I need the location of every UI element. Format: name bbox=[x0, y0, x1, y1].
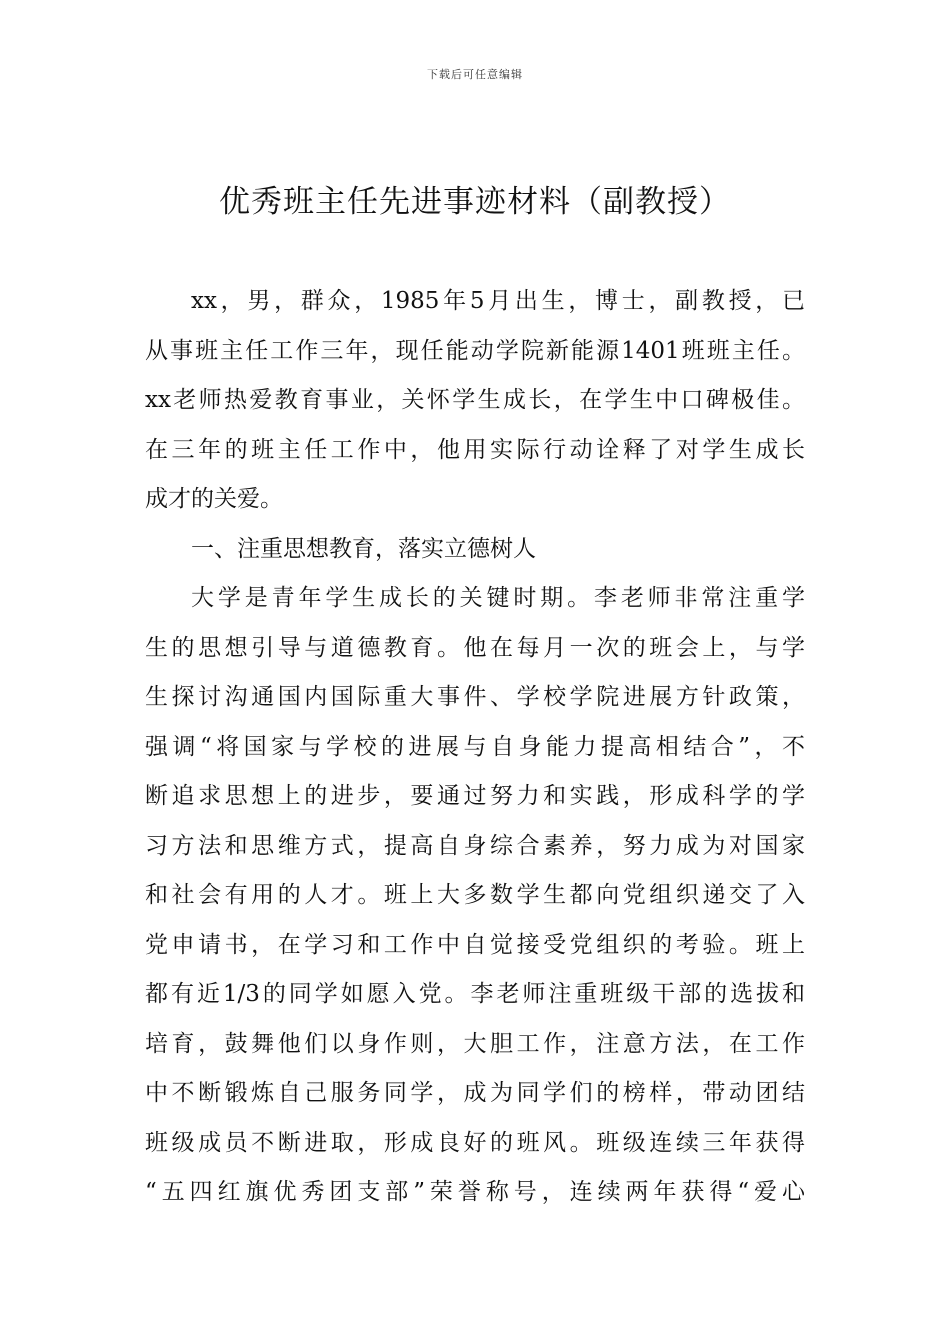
paragraph-line: 从事班主任工作三年，现任能动学院新能源1401班班主任。 bbox=[145, 337, 805, 364]
paragraph-line: 培育，鼓舞他们以身作则，大胆工作，注意方法，在工作 bbox=[145, 1030, 805, 1057]
paragraph-line: xx老师热爱教育事业，关怀学生成长，在学生中口碑极佳。 bbox=[145, 387, 805, 413]
paragraph-line: 生的思想引导与道德教育。他在每月一次的班会上，与学 bbox=[145, 634, 805, 661]
section-heading: 一、注重思想教育，落实立德树人 bbox=[191, 535, 536, 562]
paragraph-line: 大学是青年学生成长的关键时期。李老师非常注重学 bbox=[191, 585, 805, 611]
header-note: 下载后可任意编辑 bbox=[427, 68, 523, 81]
paragraph-line: 班级成员不断进取，形成良好的班风。班级连续三年获得 bbox=[145, 1129, 805, 1156]
paragraph-line: xx，男，群众，1985年5月出生，博士，副教授，已 bbox=[191, 288, 805, 314]
paragraph-line: “五四红旗优秀团支部”荣誉称号，连续两年获得“爱心 bbox=[145, 1179, 805, 1205]
paragraph-line: 生探讨沟通国内国际重大事件、学校学院进展方针政策， bbox=[145, 684, 805, 710]
document-body bbox=[145, 277, 805, 1218]
paragraph-line: 党申请书，在学习和工作中自觉接受党组织的考验。班上 bbox=[145, 931, 805, 958]
paragraph-line: 断追求思想上的进步，要通过努力和实践，形成科学的学 bbox=[145, 783, 805, 809]
paragraph-line: 都有近1/3的同学如愿入党。李老师注重班级干部的选拔和 bbox=[145, 981, 805, 1007]
paragraph-line: 在三年的班主任工作中，他用实际行动诠释了对学生成长 bbox=[145, 436, 805, 463]
paragraph-line: 强调“将国家与学校的进展与自身能力提高相结合”，不 bbox=[145, 733, 805, 760]
paragraph-line: 中不断锻炼自己服务同学，成为同学们的榜样，带动团结 bbox=[145, 1080, 805, 1106]
paragraph-line: 习方法和思维方式，提高自身综合素养，努力成为对国家 bbox=[145, 832, 805, 859]
paragraph-line: 和社会有用的人才。班上大多数学生都向党组织递交了入 bbox=[145, 882, 805, 908]
document-title: 优秀班主任先进事迹材料（副教授） bbox=[219, 184, 731, 220]
paragraph-line: 成才的关爱。 bbox=[145, 486, 283, 512]
